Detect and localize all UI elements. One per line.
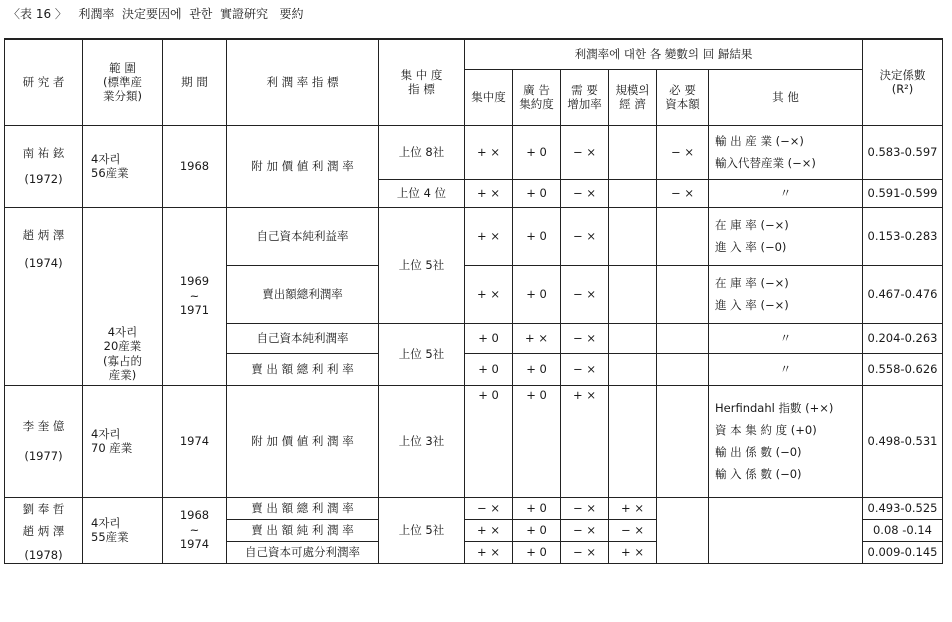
period-cell [163,125,227,207]
adv-cell: + 0 [513,265,561,323]
text-line: (標準産 [103,75,142,90]
text-line: Herfindahl 指數 (+×) [715,401,834,415]
r2-cell: 0.558-0.626 [863,353,943,385]
indicator-cell: 賣出額總利潤率 [227,265,379,323]
conc-cell: 上位 5社 [379,323,465,385]
text-line: 趙 炳 澤 [22,227,65,242]
text-line: 産業) [108,368,137,383]
adv-cell: + 0 [513,519,561,541]
text-line: 4자리 [91,515,121,530]
header-researcher: 研 究 者 [5,39,83,125]
dem-cell: − × [561,179,609,207]
text-line: 1968 [179,508,210,523]
scale-cell [609,353,657,385]
scope-cell [83,497,163,563]
researcher-name [5,498,82,542]
scale-cell: + × [609,541,657,563]
dem-cell: − × [561,323,609,353]
conc-cell: 上位 8社 [379,125,465,179]
period-cell [163,497,227,563]
research-summary-table [4,38,943,564]
adv-cell: + × [513,323,561,353]
cr-cell: + × [465,541,513,563]
cap-cell [657,265,709,323]
conc-cell: 上位 3社 [379,385,465,497]
researcher-year: (1977) [24,449,63,463]
researcher-year: (1972) [24,172,63,186]
adv-cell: + 0 [513,541,561,563]
header-scope [83,39,163,125]
adv-cell: + 0 [513,125,561,179]
scale-cell: − × [609,519,657,541]
cap-cell [657,323,709,353]
researcher-cell [5,497,83,563]
other-cell: 〃 [709,179,863,207]
text-line: 1974 [179,537,210,552]
researcher-name [5,228,82,242]
cr-cell: + 0 [465,323,513,353]
conc-cell: 上位 5社 [379,497,465,563]
scale-cell [609,207,657,265]
r2-cell: 0.493-0.525 [863,497,943,519]
scale-cell: + × [609,497,657,519]
text-line: 李 奎 億 [22,418,65,433]
text-line: 增加率 [567,97,602,111]
cap-cell [657,353,709,385]
researcher-cell [5,125,83,207]
cr-cell: + × [465,125,513,179]
cr-cell: + 0 [465,353,513,385]
r2-cell: 0.583-0.597 [863,125,943,179]
researcher-name [5,419,82,433]
text-line: 4자리 [107,325,138,339]
table-caption: 〈表 16 〉 利潤率 決定要因에 관한 實證硏究 要約 [8,7,304,21]
text-line: 資 本 集 約 度 (+0) [715,423,817,437]
table-row [5,497,943,519]
period-cell [163,207,227,385]
other-cell [709,207,863,265]
scope-cell [83,207,163,385]
text-line: 輸 出 産 業 (−×) [715,134,804,148]
text-line: 70 産業 [91,441,133,455]
indicator-cell: 賣 出 額 總 利 利 率 [227,353,379,385]
scale-cell [609,385,657,497]
dem-cell: − × [561,541,609,563]
header-r2 [863,39,943,125]
text-line: 業分類) [103,89,142,104]
researcher-cell [5,207,83,385]
table-row [5,207,943,265]
indicator-cell: 賣 出 額 純 利 潤 率 [227,519,379,541]
indicator-cell: 自己資本純利潤率 [227,323,379,353]
cap-cell: − × [657,125,709,179]
text-line: 在 庫 率 (−×) [715,218,789,232]
period-cell [163,385,227,497]
cr-cell: + 0 [465,385,513,497]
cap-cell [657,385,709,497]
text-line: 經 濟 [619,97,646,111]
text-line: 趙 炳 澤 [22,523,65,538]
r2-cell: 0.153-0.283 [863,207,943,265]
cap-cell: − × [657,179,709,207]
text-line: 其 他 [772,89,799,104]
text-line: 進 入 率 (−×) [715,298,789,312]
text-line: 在 庫 率 (−×) [715,276,789,290]
adv-cell: + 0 [513,207,561,265]
dem-cell: − × [561,207,609,265]
text-line: 劉 奉 哲 [22,501,65,516]
researcher-year: (1974) [24,255,63,270]
cap-cell [657,497,709,563]
header-var-other [709,69,863,125]
header-var-scale [609,69,657,125]
other-cell [709,265,863,323]
text-line: 4자리 [91,426,121,441]
text-line: 20産業 [103,339,142,354]
scale-cell [609,125,657,179]
r2-cell: 0.204-0.263 [863,323,943,353]
text-line: 進 入 率 (−0) [715,240,787,254]
indicator-cell: 自己資本可處分利潤率 [227,541,379,563]
scale-cell [609,179,657,207]
adv-cell: + 0 [513,179,561,207]
adv-cell: + 0 [513,497,561,519]
indicator-cell: 自己資本純利益率 [227,207,379,265]
conc-cell: 上位 4 位 [379,179,465,207]
text-line: 指 標 [408,82,435,97]
scale-cell [609,323,657,353]
text-line: 範 圍 [109,60,136,75]
dem-cell: + × [561,385,609,497]
text-line: 1971 [179,303,210,318]
header-regression-results: 利潤率에 대한 各 變數의 回 歸結果 [465,39,863,69]
text-line: 資本額 [665,97,700,111]
researcher-name [5,146,82,160]
text-line: (寡占的 [103,353,142,368]
scale-cell [609,265,657,323]
indicator-cell: 賣 出 額 總 利 潤 率 [227,497,379,519]
text-line: 規模의 [615,82,650,97]
cr-cell: + × [465,207,513,265]
text-line: 56産業 [91,166,129,180]
text-line: 必 要 [669,82,696,97]
text-line: 輸 入 係 數 (−0) [715,467,802,481]
text-line: 4자리 [91,151,121,166]
other-cell: 〃 [709,353,863,385]
scope-cell [83,125,163,207]
text-line: 1969 [179,274,210,289]
header-var-advertising [513,69,561,125]
other-cell: 〃 [709,323,863,353]
adv-cell: + 0 [513,353,561,385]
header-var-concentration [465,69,513,125]
dem-cell: − × [561,125,609,179]
other-cell [709,497,863,563]
conc-cell: 上位 5社 [379,207,465,323]
text-line: 輸入代替産業 (−×) [715,156,816,170]
text-line: ~ [189,288,200,303]
r2-cell: 0.08 -0.14 [863,519,943,541]
text-line: 集約度 [519,97,554,111]
researcher-year: (1978) [24,547,63,562]
header-period: 期 間 [163,39,227,125]
cr-cell: + × [465,265,513,323]
text-line: 55産業 [91,530,129,544]
cr-cell: − × [465,497,513,519]
text-line: 集中度 [471,89,506,104]
text-line: 輸 出 係 數 (−0) [715,445,802,459]
indicator-cell: 附 加 價 値 利 潤 率 [227,385,379,497]
cr-cell: + × [465,179,513,207]
cap-cell [657,207,709,265]
text-line: 決定係數 [879,67,926,82]
table-row [5,385,943,497]
researcher-cell [5,385,83,497]
other-cell [709,385,863,497]
text-line: 1974 [179,433,210,448]
dem-cell: − × [561,265,609,323]
r2-cell: 0.498-0.531 [863,385,943,497]
text-line: 集 中 度 [400,67,443,82]
text-line: 1968 [179,158,210,173]
text-line: ~ [189,522,200,537]
dem-cell: − × [561,519,609,541]
indicator-cell: 附 加 價 値 利 潤 率 [227,125,379,207]
text-line: 廣 告 [523,82,550,97]
scope-cell [83,385,163,497]
header-concentration [379,39,465,125]
cr-cell: + × [465,519,513,541]
adv-cell: + 0 [513,385,561,497]
header-var-capital [657,69,709,125]
table-row [5,125,943,179]
text-line: 需 要 [571,82,598,97]
dem-cell: − × [561,497,609,519]
other-cell [709,125,863,179]
r2-cell: 0.591-0.599 [863,179,943,207]
text-line: 南 祐 鉉 [22,145,65,160]
header-var-demand [561,69,609,125]
dem-cell: − × [561,353,609,385]
r2-cell: 0.009-0.145 [863,541,943,563]
text-line: (R²) [891,82,914,97]
r2-cell: 0.467-0.476 [863,265,943,323]
header-indicator: 利 潤 率 指 標 [227,39,379,125]
